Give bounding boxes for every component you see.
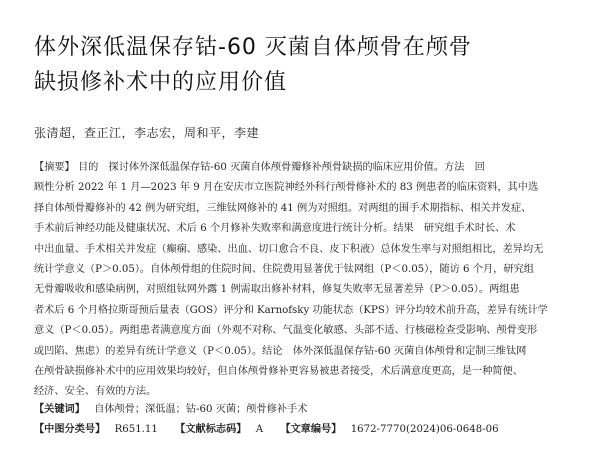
abstract-line: 中出血量、手术相关并发症（癫痫、感染、出血、切口愈合不良、皮下积液）总体发生率与对照组相比，差异均无 (34, 243, 544, 255)
abstract-line: 无骨瓣吸收和感染病例，对照组钛网外露 1 例需取出修补材料，修复失败率无显著差异（P＞0.05）。两组患 (34, 284, 520, 296)
clc-value: R651.11 (114, 424, 158, 435)
title-line-2: 缺损修补术中的应用价值 (34, 70, 288, 95)
abstract-line: 或凹陷、焦虑）的差异有统计学意义（P＜0.05）。结论 体外深低温保存钴-60 灭菌自体颅骨和定制三维钛网 (34, 345, 527, 357)
doc-code-value: A (255, 424, 264, 435)
abstract-line: 统计学意义（P＞0.05）。自体颅骨组的住院时间、住院费用显著优于钛网组（P＜0.05），随访 6 个月，研究组 (34, 263, 534, 275)
keywords-row (34, 400, 594, 420)
abstract-line: 者术后 6 个月格拉斯哥预后量表（GOS）评分和 Karnofsky 功能状态（KPS）评分均较术前升高，差异有统计学 (34, 304, 548, 316)
article-title (34, 30, 574, 100)
classification-row (34, 420, 594, 440)
author-list: 张清超，查正江，李志宏，周和平，李建 (34, 126, 260, 140)
abstract-line: 在颅骨缺损修补术中的应用效果均较好，但自体颅骨修补更容易被患者接受，术后满意度更高，是一种简便、 (34, 365, 523, 377)
keywords-value: 自体颅骨；深低温；钴-60 灭菌；颅骨修补手术 (94, 404, 308, 415)
doc-code-label: 【文献标志码】 (175, 424, 247, 435)
abstract-line: 择自体颅骨瓣修补的 42 例为研究组，三维钛网修补的 41 例为对照组。对两组的围手术期指标、相关并发症、 (34, 202, 532, 214)
abstract-line: 经济、安全、有效的方法。 (34, 386, 157, 398)
abstract-line: 意义（P＜0.05）。两组患者满意度方面（外观不对称、气温变化敏感、头部不适、行核磁检查受影响、颅骨变形 (34, 325, 538, 337)
title-line-1: 体外深低温保存钴-60 灭菌自体颅骨在颅骨 (34, 35, 472, 60)
article-no-value: 1672-7770(2024)06-0648-06 (350, 424, 499, 435)
abstract-line: 顾性分析 2022 年 1 月—2023 年 9 月在安庆市立医院神经外科行颅骨修补术的 83 例患者的临床资料，其中选 (34, 182, 539, 194)
article-no-label: 【文章编号】 (280, 424, 342, 435)
abstract (34, 158, 574, 403)
abstract-line: 【摘要】 目的 探讨体外深低温保存钴-60 灭菌自体颅骨瓣修补颅骨缺损的临床应用价值。方法 回 (34, 162, 485, 173)
keywords-label: 【关键词】 (34, 404, 85, 415)
clc-label: 【中图分类号】 (34, 424, 106, 435)
abstract-line: 手术前后神经功能及健康状况、术后 6 个月修补失败率和满意度进行统计分析。结果 研究组手术时长、术 (34, 223, 516, 235)
